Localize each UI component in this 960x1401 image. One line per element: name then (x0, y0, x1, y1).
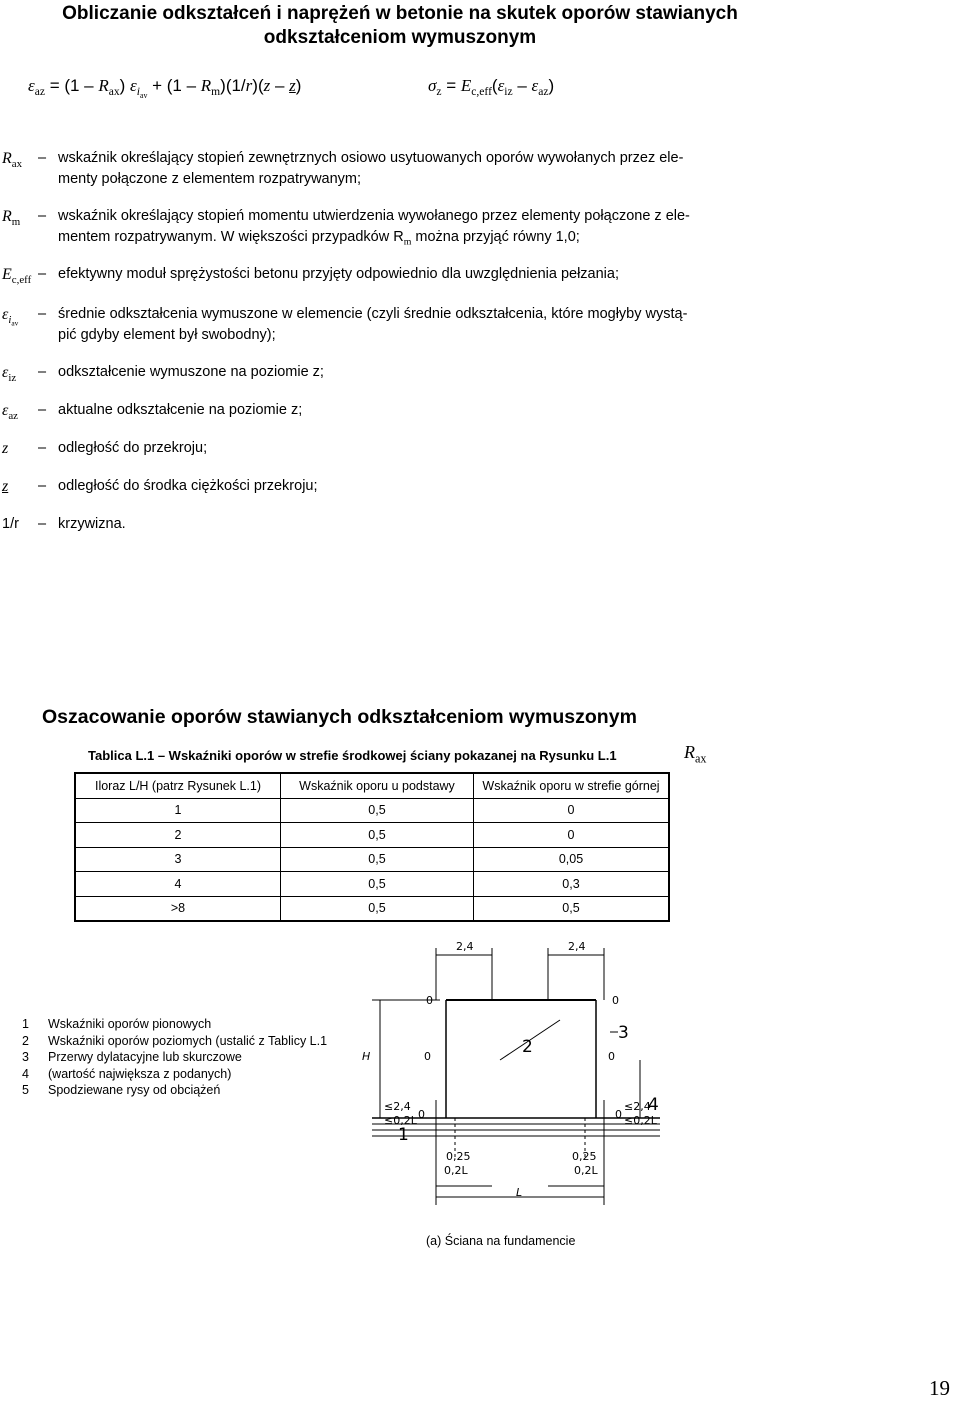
legend-item: 2 Wskaźniki oporów poziomych (ustalić z Tablicy L.1 (22, 1033, 328, 1048)
table-cell: 4 (75, 872, 281, 897)
table-cell: 0,5 (281, 823, 474, 848)
zero-label: 0 (426, 994, 433, 1007)
legend-item: 5 Spodziewane rysy od obciążeń (22, 1083, 221, 1098)
table-caption: Tablica L.1 – Wskaźniki oporów w strefie środkowej ściany pokazanej na Rysunku L.1 (88, 748, 617, 763)
table-cell: 0,3 (474, 872, 670, 897)
le-02l-left: ≤0,2L (384, 1114, 417, 1127)
rax-label: $R_{ax}$ (684, 742, 707, 766)
zero-label: 0 (418, 1108, 425, 1121)
table-cell: 2 (75, 823, 281, 848)
table-cell: 0 (474, 823, 670, 848)
table-cell: 0,5 (281, 872, 474, 897)
label-025: 0,25 (572, 1150, 597, 1163)
section-title: Oszacowanie oporów stawianych odkształceniom wymuszonym (42, 706, 637, 728)
table-header-ratio: Iloraz L/H (patrz Rysunek L.1) (75, 773, 281, 798)
l-label: L (516, 1186, 523, 1199)
dim-top-right: 2,4 (568, 940, 586, 953)
label-02l: 0,2L (444, 1164, 468, 1177)
legend-item: 4 (wartość największa z podanych) (22, 1066, 232, 1081)
le-24-left: ≤2,4 (384, 1100, 411, 1113)
label-02l: 0,2L (574, 1164, 598, 1177)
table-cell: 0 (474, 798, 670, 823)
table-cell: 0,5 (281, 896, 474, 921)
callout-3: 3 (618, 1023, 629, 1043)
h-label: H (362, 1050, 371, 1063)
figure-caption: (a) Ściana na fundamencie (426, 1234, 576, 1248)
zero-label: 0 (612, 994, 619, 1007)
zero-label: 0 (424, 1050, 431, 1063)
table-cell: 0,5 (281, 798, 474, 823)
table-cell: 0,5 (474, 896, 670, 921)
table-cell: 1 (75, 798, 281, 823)
formula-strain: $\varepsilon_{az} = (1 - R_{ax}) \varepsilon_{i_{av}} + (1 - R_m)(1/r)(z - z)$ (28, 76, 302, 100)
le-24-right: ≤2,4 (624, 1100, 651, 1113)
table-header-base: Wskaźnik oporu u podstawy (281, 773, 474, 798)
formula-stress: $\sigma_z = E_{c,eff}(\varepsilon_{iz} - \varepsilon_{az})$ (428, 76, 555, 99)
label-025: 0,25 (446, 1150, 471, 1163)
page-title-line1: Obliczanie odkształceń i naprężeń w betonie na skutek oporów stawianych (62, 3, 738, 24)
page-title-line2: odkształceniom wymuszonym (263, 27, 537, 48)
callout-4: 4 (648, 1095, 659, 1115)
le-02l-right: ≤0,2L (624, 1114, 657, 1127)
table-cell: 0,05 (474, 847, 670, 872)
legend-item: 3 Przerwy dylatacyjne lub skurczowe (22, 1050, 242, 1065)
table-cell: >8 (75, 896, 281, 921)
page-number: 19 (929, 1376, 950, 1400)
legend-item: 1 Wskaźniki oporów pionowych (22, 1017, 212, 1031)
table-cell: 0,5 (281, 847, 474, 872)
zero-label: 0 (615, 1108, 622, 1121)
callout-2: 2 (522, 1037, 533, 1057)
zero-label: 0 (608, 1050, 615, 1063)
dim-top-left: 2,4 (456, 940, 474, 953)
table-header-top: Wskaźnik oporu w strefie górnej (474, 773, 670, 798)
table-cell: 3 (75, 847, 281, 872)
callout-1: 1 (398, 1125, 409, 1145)
